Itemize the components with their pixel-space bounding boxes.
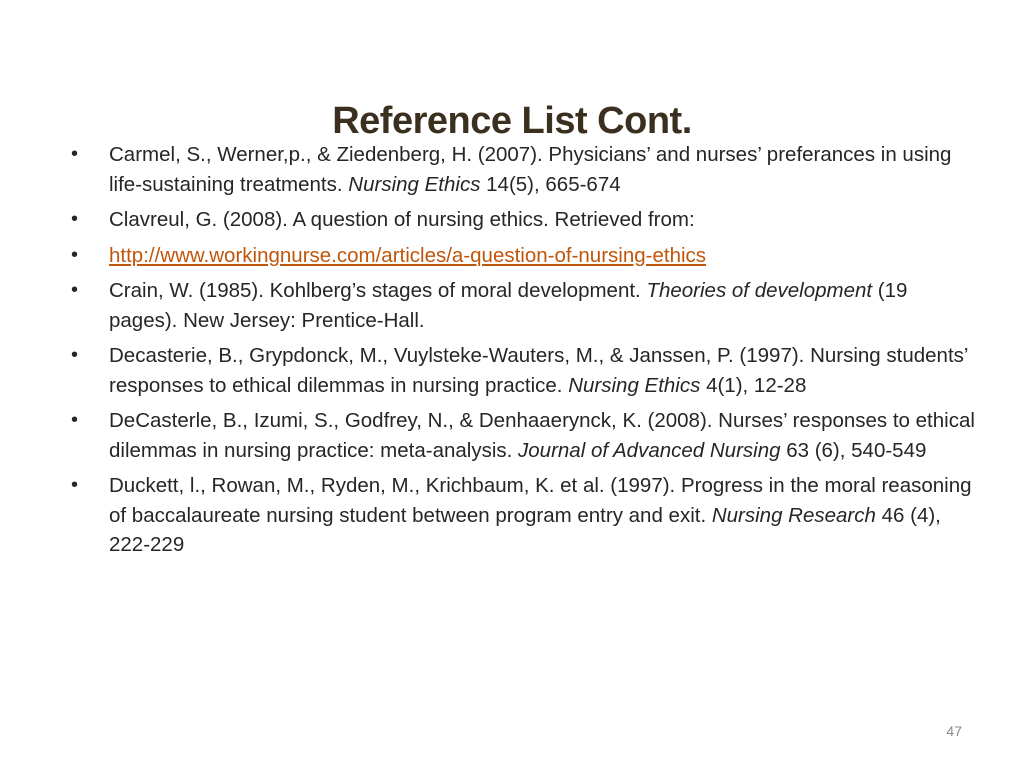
bullet-icon: •: [71, 409, 79, 431]
bullet-icon: •: [71, 143, 79, 165]
reference-item-decasterie: [70, 341, 975, 400]
reference-item-link: [70, 241, 975, 271]
slide-title: Reference List Cont.: [332, 100, 692, 143]
journal-title: Journal of Advanced Nursing: [518, 438, 781, 462]
reference-text: DeCasterle, B., Izumi, S., Godfrey, N., & Denhaaerynck, K. (2008). Nurses’ responses to ethical dilemmas in nursing practice: meta-analysis.: [109, 409, 975, 462]
bullet-icon: •: [71, 279, 79, 301]
bullet-icon: •: [71, 344, 79, 366]
reference-list: [70, 140, 975, 566]
reference-text: Decasterie, B., Grypdonck, M., Vuylsteke-Wauters, M., & Janssen, P. (1997). Nursing students’ responses to ethical dilemmas in nursing practice.: [109, 344, 968, 397]
bullet-icon: •: [71, 208, 79, 230]
reference-item-crain: [70, 276, 975, 335]
reference-item-decasterle: [70, 406, 975, 465]
reference-url-link[interactable]: http://www.workingnurse.com/articles/a-question-of-nursing-ethics: [109, 243, 707, 267]
reference-citation: 14(5), 665-674: [480, 172, 621, 196]
reference-item-clavreul: [70, 205, 975, 235]
journal-title: Nursing Research: [711, 503, 876, 527]
journal-title: Nursing Ethics: [348, 172, 481, 196]
reference-text: Crain, W. (1985). Kohlberg’s stages of moral development.: [109, 279, 647, 302]
reference-text: Carmel, S., Werner,p., & Ziedenberg, H. (2007). Physicians’ and nurses’ preferances in using life-sustaining treatments.: [109, 143, 952, 196]
bullet-icon: •: [71, 243, 79, 266]
reference-item-duckett: [70, 471, 975, 560]
bullet-icon: •: [71, 474, 79, 496]
page-number: 47: [946, 723, 962, 739]
reference-item-carmel: [70, 140, 975, 199]
reference-citation: (19 pages). New Jersey: Prentice-Hall.: [109, 279, 908, 332]
book-title: Theories of development: [646, 279, 873, 302]
reference-citation: 46 (4), 222-229: [109, 503, 941, 556]
reference-text: Clavreul, G. (2008). A question of nursing ethics. Retrieved from:: [109, 208, 695, 231]
reference-citation: 4(1), 12-28: [700, 373, 807, 397]
reference-text: Duckett, l., Rowan, M., Ryden, M., Krichbaum, K. et al. (1997). Progress in the moral reasoning of baccalaureate nursing student between program entry and exit.: [109, 474, 972, 527]
journal-title: Nursing Ethics: [568, 373, 701, 397]
reference-citation: 63 (6), 540-549: [780, 438, 927, 462]
